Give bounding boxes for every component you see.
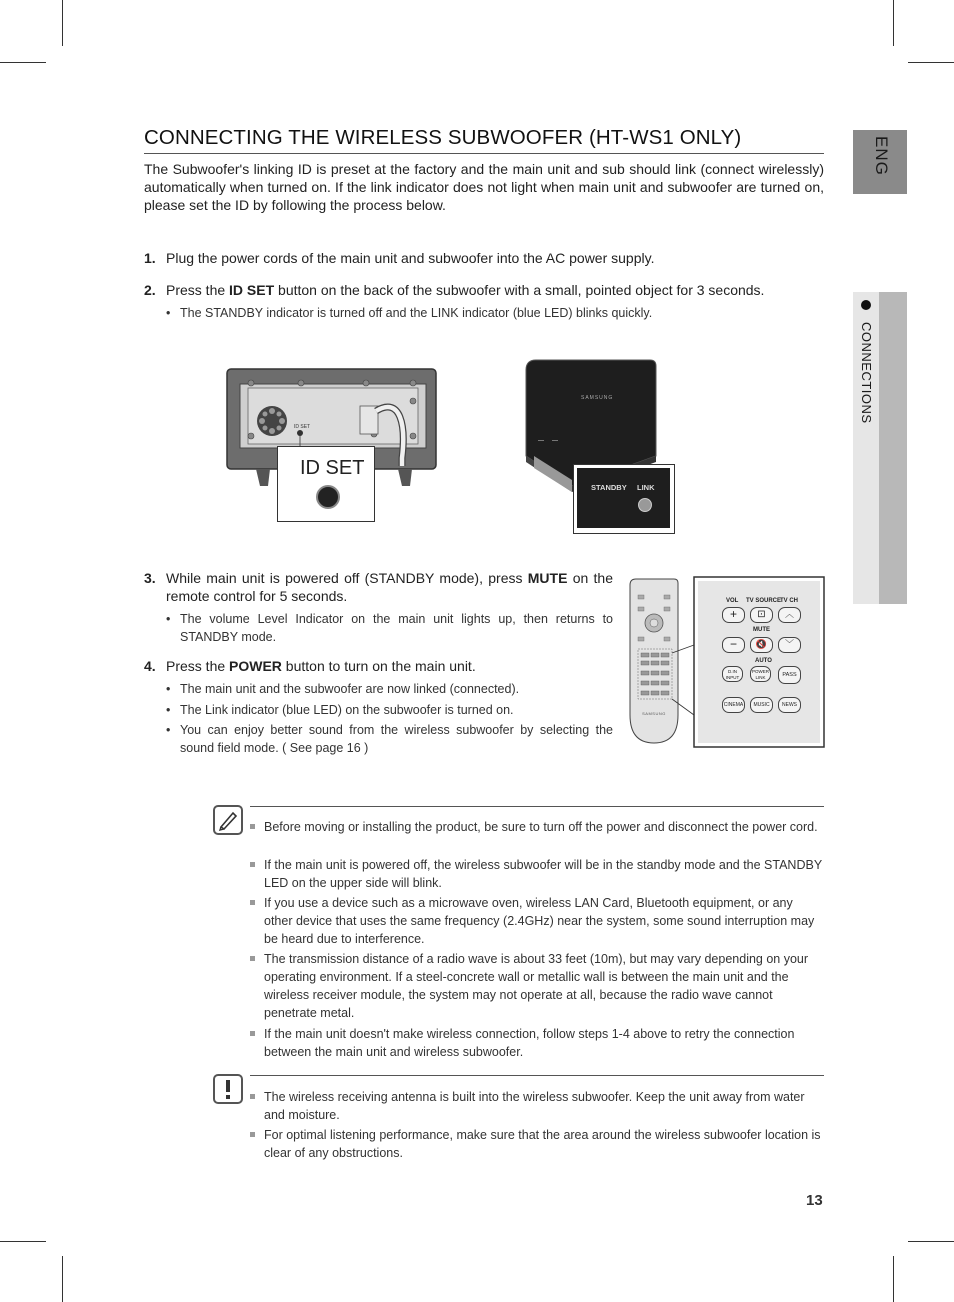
remote-brand: SAMSUNG <box>642 711 666 716</box>
step-text-post: button to turn on the main unit. <box>281 658 476 674</box>
caution-bullet <box>250 1094 255 1099</box>
crop-mark <box>908 62 954 63</box>
note-item <box>250 856 824 894</box>
note-bullet <box>250 1031 255 1036</box>
caution-item <box>250 1088 824 1126</box>
indicator-callout <box>573 464 675 534</box>
bullet-dot: • <box>166 682 171 696</box>
note-text: If the main unit doesn't make wireless connection, follow steps 1-4 above to retry the connection between the main unit and wireless subwoofer. <box>264 1027 795 1059</box>
note-text: If the main unit is powered off, the wireless subwoofer will be in the standby mode and the STANDBY LED on the upper side will blink. <box>264 858 822 890</box>
crop-mark <box>893 1256 894 1302</box>
note-bullet <box>250 862 255 867</box>
crop-mark <box>0 62 46 63</box>
caution-exclamation-icon <box>213 1074 243 1104</box>
step-text-pre: While main unit is powered off (STANDBY mode), press <box>166 570 528 586</box>
language-tab-label: ENG <box>872 136 891 176</box>
crop-mark <box>908 1241 954 1242</box>
intro-paragraph: The Subwoofer's linking ID is preset at the factory and the main unit and sub should link (connect wirelessly) automatically when turned on. If the link indicator does not light when main unit and subwoofer are turned on, please set the ID by following the process below. <box>144 161 824 213</box>
note-bullet <box>250 956 255 961</box>
d-in-input-button[interactable] <box>722 666 743 682</box>
bullet-dot-icon <box>861 300 871 310</box>
bullet-item <box>166 721 614 759</box>
indicator-panel <box>577 468 670 528</box>
bullet-dot: • <box>166 703 171 717</box>
mute-label: MUTE <box>753 627 770 633</box>
vol-up-button[interactable]: + <box>722 607 745 623</box>
step-1 <box>144 249 824 269</box>
crop-mark <box>62 0 63 46</box>
step-text-post: button on the back of the subwoofer with a small, pointed object for 3 seconds. <box>274 282 765 298</box>
caution-text: The wireless receiving antenna is built into the wireless subwoofer. Keep the unit away from water and moisture. <box>264 1090 805 1122</box>
section-label: CONNECTIONS <box>859 322 874 424</box>
step-text <box>166 281 764 299</box>
remote-zoom-panel <box>698 581 820 743</box>
tv-ch-label: TV CH <box>780 598 798 604</box>
note-item <box>250 950 824 1024</box>
bullet-item <box>166 680 614 700</box>
note-item <box>250 894 824 950</box>
auto-label: AUTO <box>755 658 772 664</box>
step-4 <box>144 657 614 677</box>
note-text: Before moving or installing the product, be sure to turn off the power and disconnect the power cord. <box>264 820 818 834</box>
note-item <box>250 1025 824 1063</box>
brand-label: SAMSUNG <box>581 395 614 401</box>
step-text-bold: ID SET <box>229 282 275 298</box>
power-label: POWER <box>751 669 769 674</box>
step-text-pre: Press the <box>166 282 230 298</box>
step-text-bold: MUTE <box>527 570 568 586</box>
link-label: LINK <box>755 675 766 680</box>
step-3 <box>144 569 614 609</box>
bullet-dot: • <box>166 306 171 320</box>
bullet-item <box>166 701 614 721</box>
notes-divider <box>250 806 824 807</box>
step-text-bold: POWER <box>229 658 282 674</box>
bullet-text: The volume Level Indicator on the main unit lights up, then returns to STANDBY mode. <box>180 612 613 644</box>
caution-text: For optimal listening performance, make sure that the area around the wireless subwoofer location is clear of any obstructions. <box>264 1128 821 1160</box>
step-number: 3. <box>144 570 156 586</box>
step-number: 2. <box>144 282 156 298</box>
note-bullet <box>250 900 255 905</box>
vol-label: VOL <box>726 598 739 604</box>
step-2 <box>144 281 824 301</box>
link-led <box>638 498 652 512</box>
step-text: Plug the power cords of the main unit and subwoofer into the AC power supply. <box>166 250 655 266</box>
link-label: LINK <box>637 483 655 492</box>
step-text <box>166 569 613 605</box>
bullet-text: You can enjoy better sound from the wireless subwoofer by selecting the sound field mode. ( See page 16 ) <box>180 723 613 755</box>
note-text: If you use a device such as a microwave oven, wireless LAN Card, Bluetooth equipment, or any other device that uses the same frequency (2.4GHz) near the system, some sound interruption may be heard due to interference. <box>264 896 815 946</box>
ch-down-button[interactable]: ﹀ <box>778 637 801 653</box>
news-button[interactable]: NEWS <box>778 697 801 713</box>
crop-mark <box>62 1256 63 1302</box>
tv-source-label: TV SOURCE <box>746 598 782 604</box>
vol-down-button[interactable]: − <box>722 637 745 653</box>
bullet-text: The main unit and the subwoofer are now linked (connected). <box>180 682 520 696</box>
bullet-item <box>166 304 826 324</box>
step-number: 4. <box>144 658 156 674</box>
bullet-text: The STANDBY indicator is turned off and the LINK indicator (blue LED) blinks quickly. <box>180 306 653 320</box>
page-number: 13 <box>806 1192 823 1209</box>
id-set-callout <box>277 446 375 522</box>
bullet-dot: • <box>166 723 171 737</box>
caution-item <box>250 1126 824 1164</box>
caution-bullet <box>250 1132 255 1137</box>
section-sidebar <box>853 292 907 604</box>
id-set-button[interactable] <box>316 485 340 509</box>
mute-button[interactable]: 🔇 <box>750 637 773 653</box>
power-link-button[interactable] <box>750 666 771 682</box>
crop-mark <box>893 0 894 46</box>
bullet-item <box>166 610 614 648</box>
tv-source-button[interactable]: ⊡ <box>750 607 773 623</box>
music-button[interactable]: MUSIC <box>750 697 773 713</box>
cinema-button[interactable]: CINEMA <box>722 697 745 713</box>
note-item <box>250 818 824 856</box>
input-label: INPUT <box>725 675 740 680</box>
language-tab <box>853 130 907 194</box>
ch-up-button[interactable]: ︿ <box>778 607 801 623</box>
step-text <box>166 657 476 675</box>
id-set-small-label: ID SET <box>294 424 311 430</box>
pass-button[interactable]: PASS <box>778 666 801 684</box>
sidebar-stripe <box>879 292 907 604</box>
standby-label: STANDBY <box>591 483 627 492</box>
step-text-pre: Press the <box>166 658 230 674</box>
id-set-callout-label: ID SET <box>300 457 365 479</box>
note-text: The transmission distance of a radio wave is about 33 feet (10m), but may vary depending on your operating environment. If a steel-concrete wall or metallic wall is between the main unit and the wireless receiver module, the system may not operate at all, because the radio wave cannot penetrate metal. <box>264 952 809 1020</box>
crop-mark <box>0 1241 46 1242</box>
bullet-dot: • <box>166 612 171 626</box>
step-number: 1. <box>144 250 156 266</box>
step-text-post: on the remote control for 5 seconds. <box>166 570 613 604</box>
note-pencil-icon <box>213 805 243 835</box>
note-bullet <box>250 824 255 829</box>
d-in-label: D.IN <box>728 669 737 674</box>
bullet-text: The Link indicator (blue LED) on the subwoofer is turned on. <box>180 703 514 717</box>
caution-divider <box>250 1075 824 1076</box>
page-title: CONNECTING THE WIRELESS SUBWOOFER (HT-WS1 ONLY) <box>144 126 824 154</box>
